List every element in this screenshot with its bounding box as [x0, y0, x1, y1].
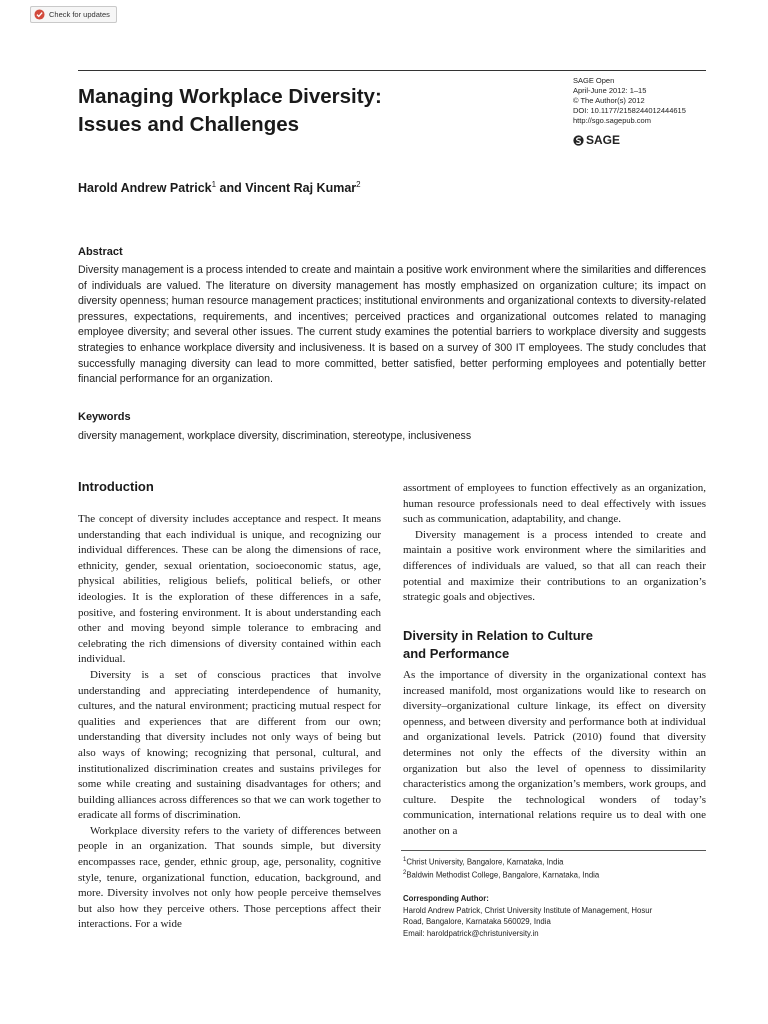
check-for-updates-button[interactable]: [30, 6, 117, 23]
corresponding-author-label: Corresponding Author:: [403, 894, 489, 903]
affiliation-2: [403, 868, 706, 881]
keywords-heading: Keywords: [78, 411, 131, 423]
affiliations: [403, 855, 706, 881]
sage-logo-text: SAGE: [586, 133, 621, 147]
affiliation-2-mark: 2: [403, 870, 407, 877]
right-column-top-body: [403, 481, 706, 606]
right-column-bottom-body: [403, 668, 706, 840]
author-2-affiliation-mark: 2: [356, 180, 361, 189]
sage-logo: [573, 133, 620, 147]
sage-logo-icon: [573, 135, 584, 146]
affiliation-2-text: Baldwin Methodist College, Bangalore, Karnataka, India: [406, 870, 600, 880]
author-1: Harold Andrew Patrick: [78, 181, 212, 196]
right-paragraph-1: assortment of employees to function effectively as an organization, human resource professionals need to deal effectively with issues such as communication, adaptability, and change.: [403, 482, 706, 526]
journal-copyright: © The Author(s) 2012: [573, 96, 645, 105]
abstract-heading: Abstract: [78, 246, 123, 258]
journal-doi[interactable]: DOI: 10.1177/2158244012444615: [573, 106, 686, 115]
intro-paragraph-3: Workplace diversity refers to the variety of differences between people in an organization. That sounds simple, but diversity encompasses race, gender, ethnic group, age, personality, cognitive style, tenure, organizational function, education, background, and more. Diversity involves not only how people perceive themselves but also how they perceive others. Those perceptions affect their interactions. For a wide: [78, 824, 381, 931]
keywords-body: [78, 429, 706, 445]
culture-paragraph-1: As the importance of diversity in the organizational context has increased manifold, most organizations would like to research on diversity–organizational culture linkage, its effect on diversity openness, and between diversity and performance both at individual and organizational levels. Patrick (2010) found that diversity determines not only the effects of the diversity within an organization but also the level of openness to dissimilarity characteristics among the organization’s members, work groups, and culture. Despite the technological wonders of today’s communication, international relations require us to deal with one another on a: [403, 669, 706, 837]
abstract-text: Diversity management is a process intended to create and maintain a positive work environment where the similarities and differences of individuals are valued. The literature on diversity management has mostly emphasized on organization culture; its impact on diversity openness; human resource management practices; institutional environments and organizational contexts to diversity-related pressures, expectations, requirements, and incentives; perceived practices and organizational outcomes related to managing employee diversity; and several other issues. The current study examines the potential barriers to workplace diversity and suggests strategies to enhance workplace diversity and inclusiveness. It is based on a survey of 300 IT employees. The study concludes that successfully managing diversity can lead to more committed, better satisfied, better performing employees and potentially better financial performance for an organization.: [78, 264, 706, 386]
intro-paragraph-1: The concept of diversity includes acceptance and respect. It means understanding that each individual is unique, and recognizing our individual differences. These can be along the dimensions of race, ethnicity, gender, sexual orientation, socioeconomic status, age, physical abilities, religious beliefs, political beliefs, or other ideologies. It is the exploration of these differences in a safe, positive, and fostering environment. It is about understanding each other and moving beyond simple tolerance to embracing and celebrating the rich dimensions of diversity contained within each individual.: [78, 513, 381, 666]
left-column-body: [78, 512, 381, 933]
update-check-icon: [34, 9, 45, 20]
culture-heading-line-2: and Performance: [403, 646, 510, 661]
corresponding-author-email[interactable]: Email: haroldpatrick@christuniversity.in: [403, 928, 539, 938]
author-2: Vincent Raj Kumar: [245, 181, 357, 196]
affiliation-1: [403, 855, 706, 868]
author-line: [78, 180, 361, 195]
article-title: [78, 83, 538, 139]
title-line-1: Managing Workplace Diversity:: [78, 85, 382, 108]
culture-performance-heading: [403, 627, 706, 663]
introduction-heading: Introduction: [78, 479, 154, 494]
title-line-2: Issues and Challenges: [78, 113, 300, 136]
journal-url[interactable]: http://sgo.sagepub.com: [573, 116, 651, 125]
author-1-affiliation-mark: 1: [211, 180, 217, 189]
affiliation-1-mark: 1: [403, 857, 407, 863]
footnote-rule: [401, 850, 706, 851]
journal-issue: April-June 2012: 1–15: [573, 86, 647, 95]
abstract-body: [78, 263, 706, 388]
corresponding-author-line-2: Road, Bangalore, Karnataka 560029, India: [403, 917, 551, 926]
check-for-updates-label: Check for updates: [49, 10, 110, 19]
header-rule: [78, 70, 706, 71]
intro-paragraph-2: Diversity is a set of conscious practices that involve understanding and appreciating interdependence of humanity, cultures, and the natural environment; practicing mutual respect for qualities and experiences that are different from our own; understanding that diversity includes not only ways of being but also ways of knowing; recognizing that personal, cultural, and institutionalized discrimination creates and sustains privileges for some while creating and sustaining disadvantages for others; and building alliances across differences so that we can work together to eradicate all forms of discrimination.: [78, 668, 381, 822]
author-join: and: [216, 181, 246, 196]
journal-name: SAGE Open: [573, 76, 615, 85]
corresponding-author-line-1: Harold Andrew Patrick, Christ University Institute of Management, Hosur: [403, 905, 653, 915]
affiliation-1-text: Christ University, Bangalore, Karnataka, India: [406, 857, 564, 867]
journal-metadata: [573, 76, 723, 126]
culture-heading-line-1: Diversity in Relation to Culture: [403, 628, 593, 643]
right-paragraph-2: Diversity management is a process intended to create and maintain a positive work environment where the similarities and differences of individuals are valued, so that all can reach their potential and maximize their contributions to an organization’s strategic goals and objectives.: [403, 528, 706, 604]
keywords-text: diversity management, workplace diversity, discrimination, stereotype, inclusiveness: [78, 430, 472, 442]
corresponding-author: [403, 893, 713, 939]
